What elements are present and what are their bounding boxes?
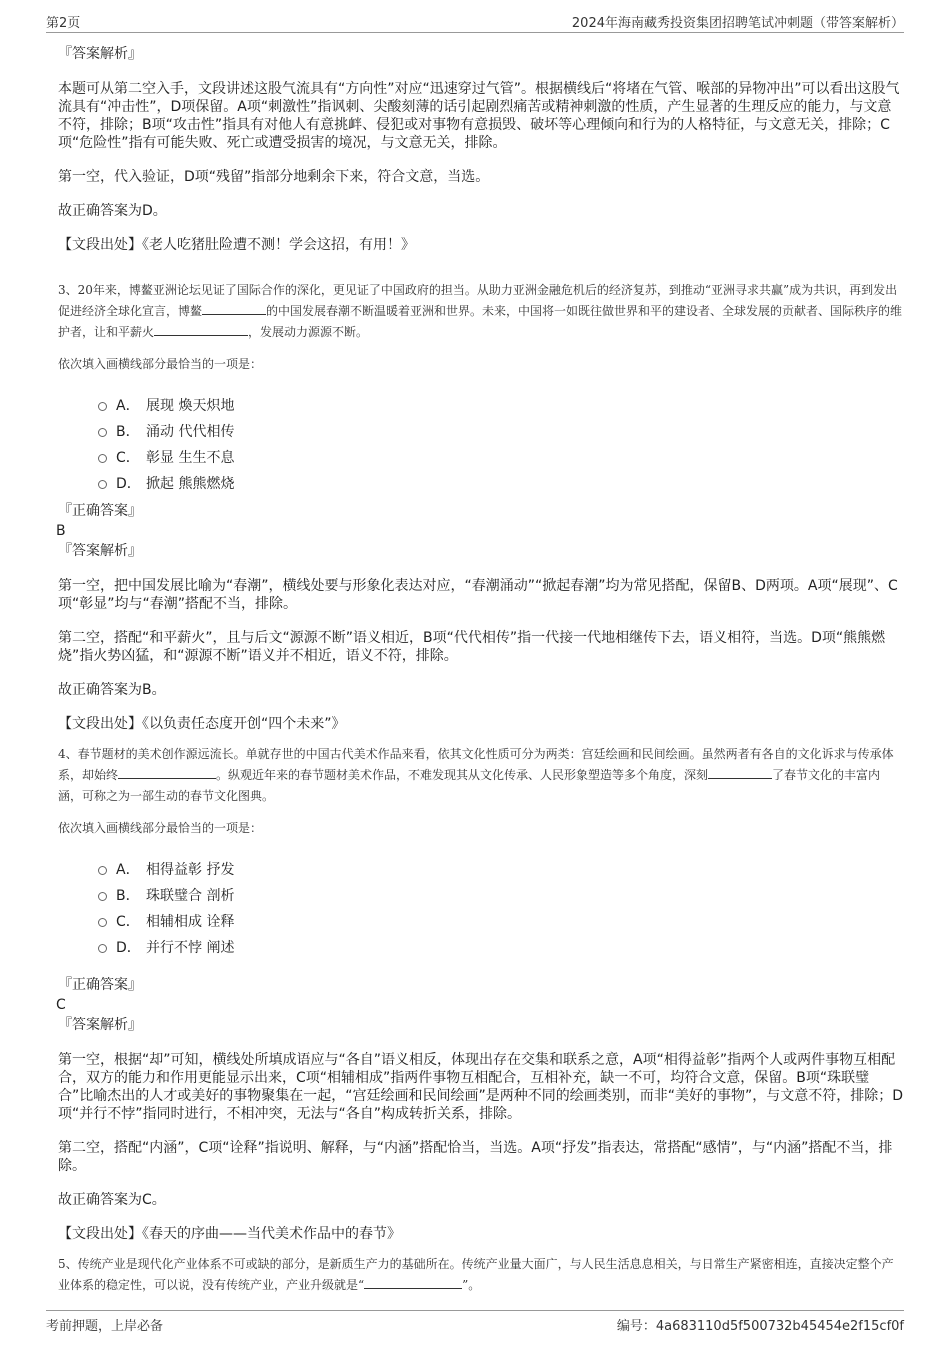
- q4-option-c[interactable]: C． 相辅相成 诠释: [58, 909, 904, 935]
- q3-source: 【文段出处】《以负责任态度开创“四个未来”》: [58, 716, 346, 732]
- q5-text: 5、传统产业是现代化产业体系不可或缺的部分，是新质生产力的基础所在。传统产业量大面广，与人民生活息息相关，与日常生产紧密相连，直接决定整个产业体系的稳定性，可以说，没有传统产业，产业升级就是“ ”。: [58, 1257, 894, 1292]
- q3-text: 3、20年来，博鳌亚洲论坛见证了国际合作的深化，更见证了中国政府的担当。从助力亚洲金融危机后的经济复苏，到推动“亚洲寻求共赢”成为共识，再到发出促进经济全球化宣言，博鳌 的中国发展春潮不断温暖着亚洲和世界。未来，中国将一如既往做世界和平的建设者、全球发展的贡献者、国际秩序的维护者，让和平薪火 ，发展动力源源不断。: [58, 283, 903, 339]
- q4-correct-heading: 『正确答案』: [58, 977, 142, 993]
- radio-icon[interactable]: [98, 918, 107, 927]
- q5-blank-1[interactable]: [364, 1276, 462, 1289]
- q4-option-a[interactable]: A． 相得益彰 抒发: [58, 857, 904, 883]
- radio-icon[interactable]: [98, 480, 107, 489]
- page-number: 第2页: [46, 16, 81, 31]
- q4-analysis-paragraph-2: 第二空，搭配“内涵”，C项“诠释”指说明、解释，与“内涵”搭配恰当，当选。A项“抒发”指表达，常搭配“感情”，与“内涵”搭配不当，排除。: [58, 1140, 893, 1174]
- q4-analysis-heading: 『答案解析』: [58, 1017, 142, 1033]
- q4-blank-2[interactable]: [708, 766, 772, 779]
- q3-analysis-paragraph-2: 第二空，搭配“和平薪火”，且与后文“源源不断”语义相近，B项“代代相传”指一代接一代地相继传下去，语义相符，当选。D项“熊熊燃烧”指火势凶猛，和“源源不断”语义并不相近，语义不符，排除。: [58, 630, 886, 664]
- q3-correct-heading: 『正确答案』: [58, 503, 142, 519]
- q4-blank-1[interactable]: [118, 766, 216, 779]
- q3-option-c[interactable]: C． 彰显 生生不息: [58, 445, 904, 471]
- page-footer: [46, 1310, 904, 1333]
- q4-option-b[interactable]: B． 珠联璧合 剖析: [58, 883, 904, 909]
- q3-analysis-paragraph-3: 故正确答案为B。: [58, 682, 166, 698]
- page-header: [46, 10, 904, 33]
- q3-blank-2[interactable]: [154, 323, 248, 336]
- prev-analysis-heading: 『答案解析』: [58, 46, 142, 62]
- q3-ask: 依次填入画横线部分最恰当的一项是：: [58, 357, 263, 371]
- q3-blank-1[interactable]: [202, 302, 266, 315]
- document-serial: 编号：4a683110d5f500732b45454e2f15cf0f: [616, 1319, 904, 1334]
- radio-icon[interactable]: [98, 866, 107, 875]
- footer-slogan: 考前押题，上岸必备: [46, 1319, 164, 1334]
- q4-analysis-paragraph-3: 故正确答案为C。: [58, 1192, 166, 1208]
- q3-analysis-heading: 『答案解析』: [58, 543, 142, 559]
- q4-ask: 依次填入画横线部分最恰当的一项是：: [58, 821, 263, 835]
- radio-icon[interactable]: [98, 402, 107, 411]
- document-title: 2024年海南藏秀投资集团招聘笔试冲刺题（带答案解析）: [571, 16, 904, 31]
- radio-icon[interactable]: [98, 892, 107, 901]
- q4-option-d[interactable]: D． 并行不悖 阐述: [58, 935, 904, 961]
- radio-icon[interactable]: [98, 428, 107, 437]
- q4-correct-answer: C: [56, 997, 66, 1013]
- q3-option-b[interactable]: B． 涌动 代代相传: [58, 419, 904, 445]
- prev-source: 【文段出处】《老人吃猪肚险遭不测！学会这招，有用！》: [58, 237, 415, 253]
- q3-analysis-paragraph-1: 第一空，把中国发展比喻为“春潮”，横线处要与形象化表达对应，“春潮涌动”“掀起春潮”均为常见搭配，保留B、D两项。A项“展现”、C项“彰显”均与“春潮”搭配不当，排除。: [58, 578, 898, 612]
- prev-analysis-paragraph-1: 本题可从第二空入手，文段讲述这股气流具有“方向性”对应“迅速穿过气管”。根据横线后“将堵在气管、喉部的异物冲出”可以看出这股气流具有“冲击性”，D项保留。A项“刺激性”指讽刺、尖酸刻薄的话引起剧烈痛苦或精神刺激的性质，产生显著的生理反应的能力，与文意不符，排除；B项“攻击性”指具有对他人有意挑衅、侵犯或对事物有意损毁、破坏等心理倾向和行为的人格特征，与文意无关，排除；C项“危险性”指有可能失败、死亡或遭受损害的境况，与文意无关，排除。: [58, 81, 900, 151]
- q3-option-a[interactable]: A． 展现 煥天炽地: [58, 393, 904, 419]
- radio-icon[interactable]: [98, 454, 107, 463]
- prev-analysis-paragraph-3: 故正确答案为D。: [58, 203, 167, 219]
- q4-analysis-paragraph-1: 第一空，根据“却”可知，横线处所填成语应与“各自”语义相反，体现出存在交集和联系之意，A项“相得益彰”指两个人或两件事物互相配合，双方的能力和作用更能显示出来，C项“相辅相成”指两件事物互相配合，互相补充，缺一不可，均符合文意，保留。B项“珠联璧合”比喻杰出的人才或美好的事物聚集在一起，“宫廷绘画和民间绘画”是两种不同的绘画类别，而非“美好的事物”，与文意不符，排除；D项“并行不悖”指同时进行，不相冲突，无法与“各自”构成转折关系，排除。: [58, 1052, 904, 1122]
- q4-source: 【文段出处】《春天的序曲——当代美术作品中的春节》: [58, 1226, 401, 1242]
- page-content: [58, 44, 904, 1296]
- q3-correct-answer: B: [56, 523, 66, 539]
- q3-option-d[interactable]: D． 掀起 熊熊燃烧: [58, 471, 904, 497]
- radio-icon[interactable]: [98, 944, 107, 953]
- prev-analysis-paragraph-2: 第一空，代入验证，D项“残留”指部分地剩余下来，符合文意，当选。: [58, 169, 490, 185]
- q4-text: 4、春节题材的美术创作源远流长。单就存世的中国古代美术作品来看，依其文化性质可分为两类：宫廷绘画和民间绘画。虽然两者有各自的文化诉求与传承体系，却始终 。纵观近年来的春节题材美术作品，不难发现其从文化传承、人民形象塑造等多个角度，深刻 了春节文化的丰富内涵，可称之为一部生动的春节文化图典。: [58, 747, 894, 803]
- q3-options: [58, 393, 904, 497]
- q4-options: [58, 857, 904, 961]
